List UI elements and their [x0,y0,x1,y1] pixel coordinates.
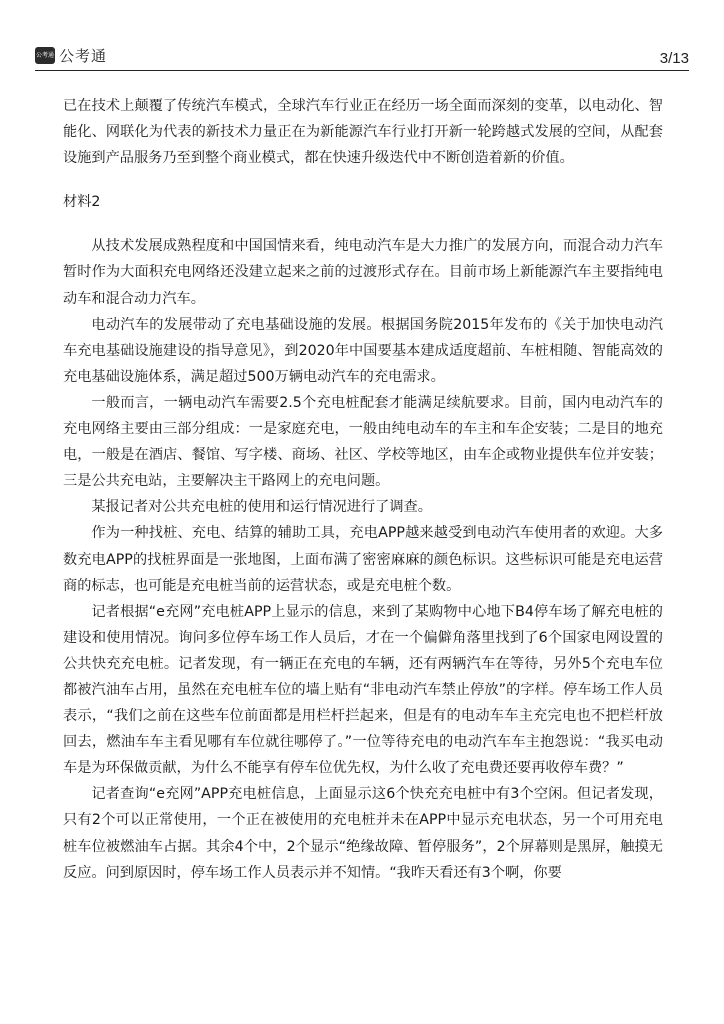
paragraph: 电动汽车的发展带动了充电基础设施的发展。根据国务院2015年发布的《关于加快电动汽车充电基础设施建设的指导意见》，到2020年中国要基本建成适度超前、车桩相随、智能高效的充电基础设施体系，满足超过500万辆电动汽车的充电需求。 [63,316,663,385]
paragraph-continued: 已在技术上颠覆了传统汽车模式，全球汽车行业正在经历一场全面而深刻的变革，以电动化、智能化、网联化为代表的新技术力量正在为新能源汽车行业打开新一轮跨越式发展的空间，从配套设施到产品服务乃至到整个商业模式，都在快速升级迭代中不断创造着新的价值。 [63,98,663,167]
brand-name: 公考通 [59,47,108,65]
logo-badge-icon: 公考通 [35,47,55,64]
paragraph: 作为一种找桩、充电、结算的辅助工具，充电APP越来越受到电动汽车使用者的欢迎。大多数充电APP的找桩界面是一张地图，上面布满了密密麻麻的颜色标识。这些标识可能是充电运营商的标志，也可能是充电桩当前的运营状态，或是充电桩个数。 [63,525,663,594]
document-body [63,93,663,886]
brand-logo [35,45,107,66]
paragraph: 记者查询“e充网”APP充电桩信息，上面显示这6个快充充电桩中有3个空闲。但记者发现，只有2个可以正常使用，一个正在被使用的充电桩并未在APP中显示充电状态，另一个可用充电桩车位被燃油车占据。其余4个中，2个显示“绝缘故障、暂停服务”，2个屏幕则是黑屏，触摸无反应。问到原因时，停车场工作人员表示并不知情。“我昨天看还有3个啊，你要 [63,786,663,881]
page-number: 3/13 [659,50,689,67]
section-heading-material-2: 材料2 [63,194,101,211]
paragraph: 一般而言，一辆电动汽车需要2.5个充电桩配套才能满足续航要求。目前，国内电动汽车的充电网络主要由三部分组成：一是家庭充电，一般由纯电动车的车主和车企安装；二是目的地充电，一般是在酒店、餐馆、写字楼、商场、社区、学校等地区，由车企或物业提供车位并安装；三是公共充电站，主要解决主干路网上的充电问题。 [63,394,663,490]
page-header [35,40,689,71]
paragraph: 从技术发展成熟程度和中国国情来看，纯电动汽车是大力推广的发展方向，而混合动力汽车暂时作为大面积充电网络还没建立起来之前的过渡形式存在。目前市场上新能源汽车主要指纯电动车和混合动力汽车。 [63,238,663,307]
paragraph: 某报记者对公共充电桩的使用和运行情况进行了调查。 [91,499,432,516]
paragraph: 记者根据“e充网”充电桩APP上显示的信息，来到了某购物中心地下B4停车场了解充电桩的建设和使用情况。询问多位停车场工作人员后，才在一个偏僻角落里找到了6个国家电网设置的公共快充充电桩。记者发现，有一辆正在充电的车辆，还有两辆汽车在等待，另外5个充电车位都被汽油车占用，虽然在充电桩车位的墙上贴有“非电动汽车禁止停放”的字样。停车场工作人员表示，“我们之前在这些车位前面都是用栏杆拦起来，但是有的电动车车主充完电也不把栏杆放回去，燃油车车主看见哪有车位就往哪停了。”一位等待充电的电动汽车车主抱怨说：“我买电动车是为环保做贡献，为什么不能享有停车位优先权，为什么收了充电费还要再收停车费？” [63,603,663,777]
